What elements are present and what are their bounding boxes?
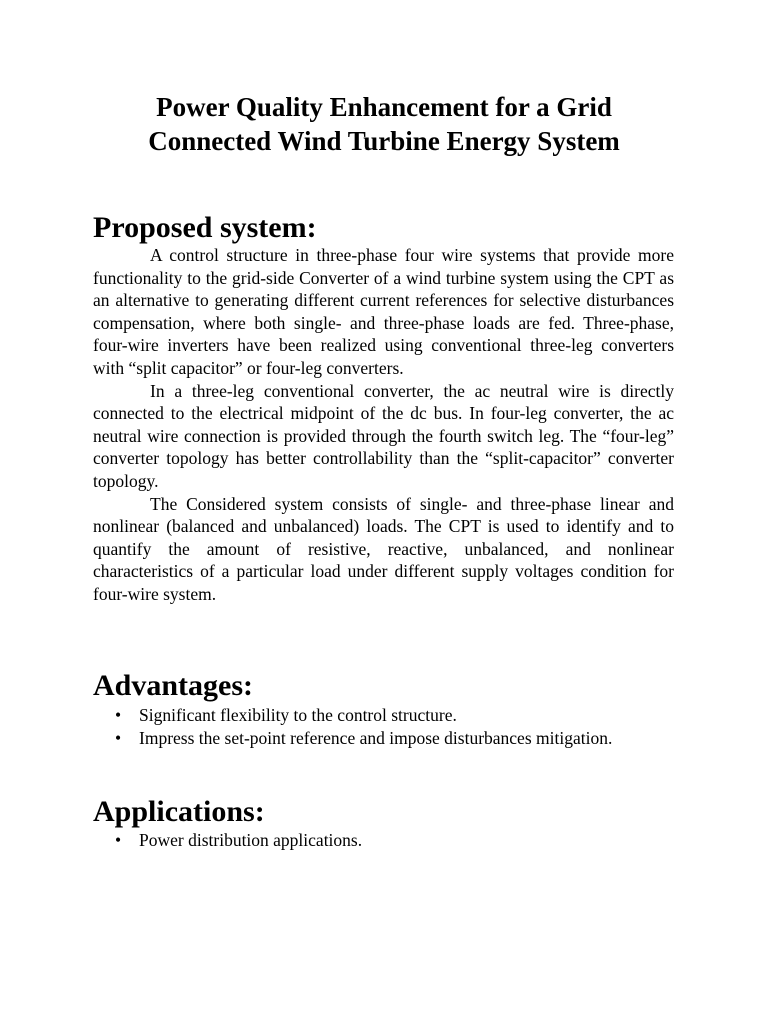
list-item [93, 829, 674, 852]
bullet-icon: • [115, 705, 122, 725]
proposed-system-heading: Proposed system: [93, 211, 317, 244]
list-item-text: Impress the set-point reference and impose disturbances mitigation. [139, 727, 613, 748]
page-title [60, 90, 708, 158]
paragraph: The Considered system consists of single- and three-phase linear and nonlinear (balanced and unbalanced) loads. The CPT is used to identify and to quantify the amount of resistive, reactive, unbalanced, and nonlinear characteristics of a particular load under different supply voltages condition for four-wire system. [93, 493, 674, 604]
bullet-icon: • [115, 830, 122, 850]
title-line-2: Connected Wind Turbine Energy System [148, 126, 620, 156]
title-line-1: Power Quality Enhancement for a Grid [156, 92, 612, 122]
advantages-heading: Advantages: [93, 669, 254, 702]
list-item-text: Power distribution applications. [139, 830, 363, 850]
advantages-list [93, 704, 674, 749]
paragraph: A control structure in three-phase four wire systems that provide more functionality to the grid-side Converter of a wind turbine system using the CPT as an alternative to generating different current references for selective disturbances compensation, where both single- and three-phase loads are fed. Three-phase, four-wire inverters have been realized using conventional three-leg converters with “split capacitor” or four-leg converters. [93, 245, 674, 378]
applications-heading: Applications: [93, 795, 265, 828]
bullet-icon: • [115, 727, 122, 748]
list-item-text: Significant flexibility to the control structure. [139, 705, 457, 725]
list-item [93, 704, 674, 727]
paragraph: In a three-leg conventional converter, the ac neutral wire is directly connected to the electrical midpoint of the dc bus. In four-leg converter, the ac neutral wire connection is provided through the fourth switch leg. The “four-leg” converter topology has better controllability than the “split-capacitor” converter topology. [93, 380, 674, 491]
proposed-system-body [93, 244, 674, 606]
applications-list [93, 829, 674, 852]
list-item [93, 727, 674, 750]
